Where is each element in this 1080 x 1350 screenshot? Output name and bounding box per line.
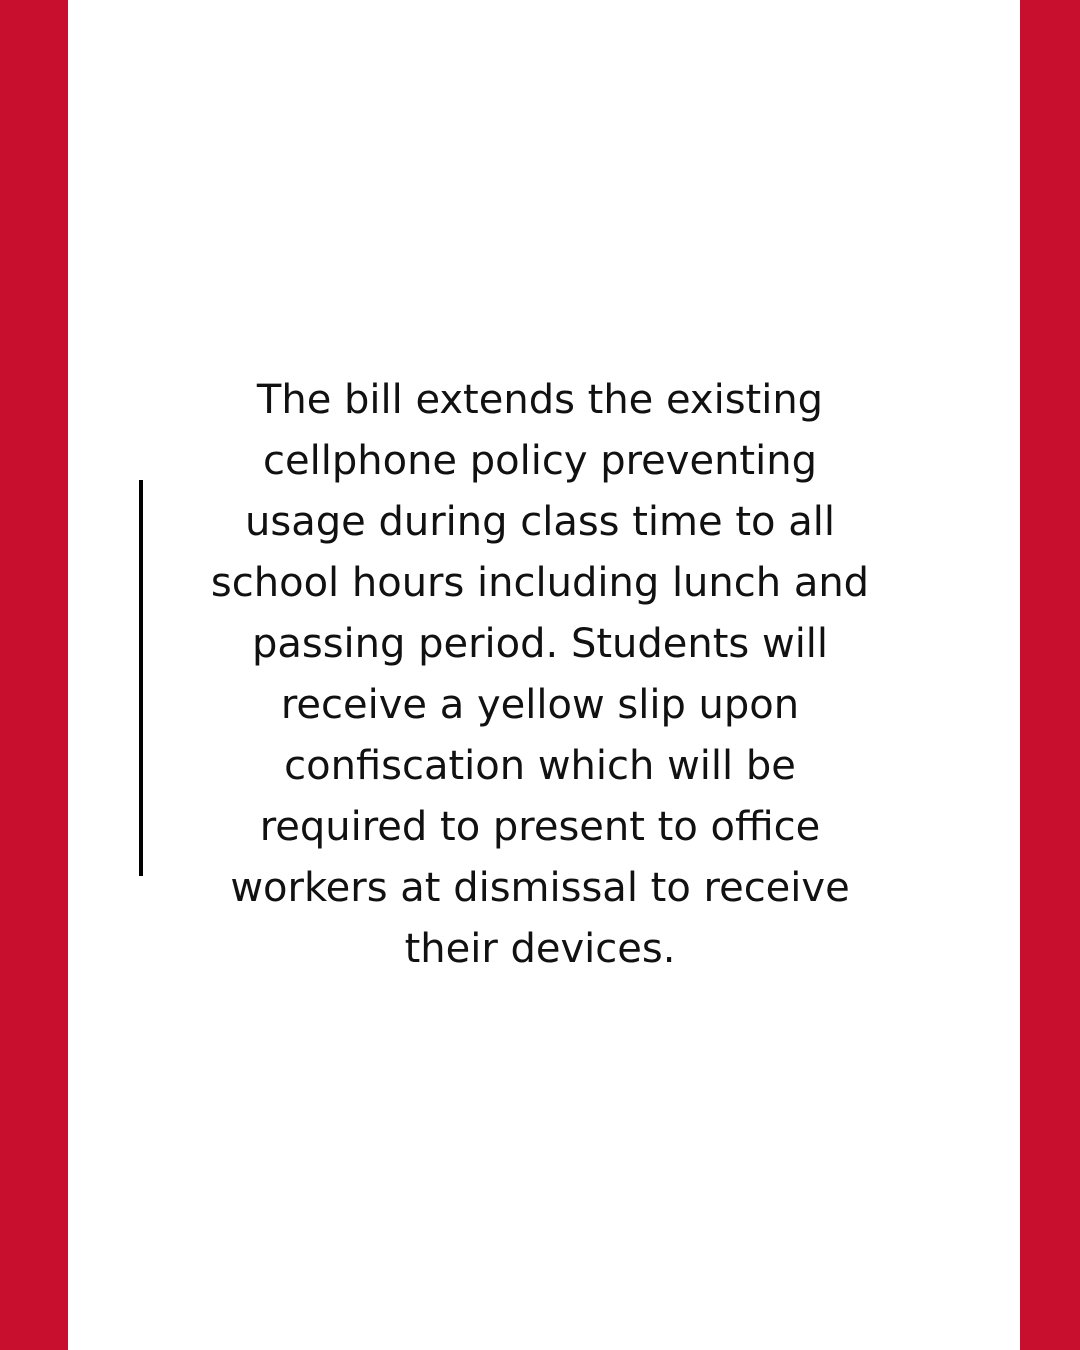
body-line: their devices. <box>404 926 676 972</box>
body-line: cellphone policy preventing <box>263 438 817 484</box>
body-line: school hours including lunch and <box>210 560 870 606</box>
body-line: workers at dismissal to receive <box>230 865 850 911</box>
quote-vertical-rule <box>139 480 143 876</box>
body-line: usage during class time to all <box>245 499 835 545</box>
body-paragraph <box>160 370 920 980</box>
body-line: passing period. Students will <box>251 621 829 667</box>
body-line: required to present to office <box>259 804 821 850</box>
body-line: receive a yellow slip upon <box>280 682 800 728</box>
left-red-border <box>0 0 68 1350</box>
right-red-border <box>1020 0 1080 1350</box>
body-line: The bill extends the existing <box>256 377 824 423</box>
body-line: confiscation which will be <box>284 743 796 789</box>
